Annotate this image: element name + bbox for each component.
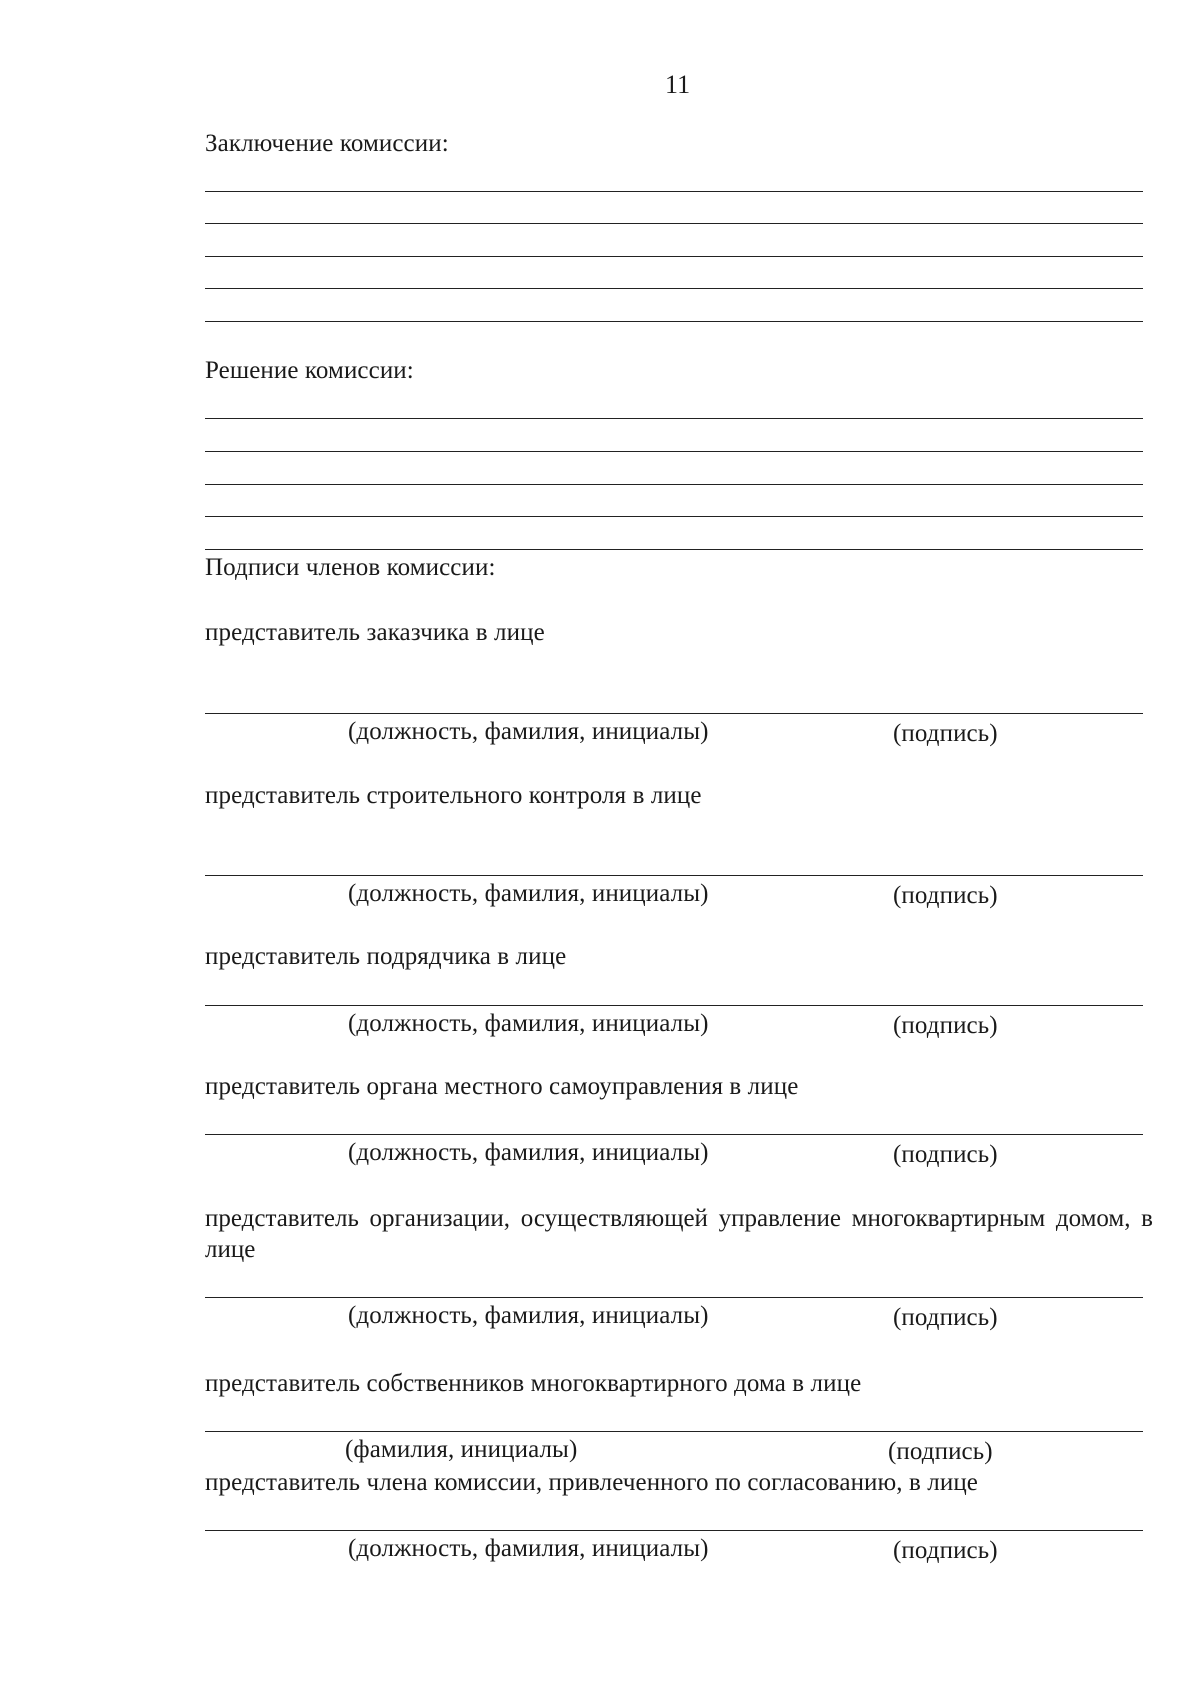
signature-line-local-government[interactable]: [205, 1134, 1143, 1135]
decision-line-1[interactable]: [205, 418, 1143, 419]
decision-line-2[interactable]: [205, 451, 1143, 452]
name-caption-contractor: (должность, фамилия, инициалы): [348, 1010, 709, 1037]
page-number: 11: [665, 70, 691, 99]
decision-line-5[interactable]: [205, 549, 1143, 550]
signature-label-invited-member: представитель члена комиссии, привлеченного по согласованию, в лице: [205, 1469, 978, 1496]
conclusion-line-5[interactable]: [205, 321, 1143, 322]
signature-line-owners[interactable]: [205, 1431, 1143, 1432]
decision-line-4[interactable]: [205, 516, 1143, 517]
sign-caption-invited-member: (подпись): [893, 1537, 998, 1564]
conclusion-line-2[interactable]: [205, 223, 1143, 224]
name-caption-management-organization: (должность, фамилия, инициалы): [348, 1302, 709, 1329]
signature-line-contractor[interactable]: [205, 1005, 1143, 1006]
signature-label-management-organization: представитель организации, осуществляющей управление многоквартирным домом, в лице: [205, 1205, 1153, 1263]
signature-line-management-organization[interactable]: [205, 1297, 1143, 1298]
conclusion-line-3[interactable]: [205, 256, 1143, 257]
sign-caption-construction-control: (подпись): [893, 882, 998, 909]
conclusion-line-4[interactable]: [205, 288, 1143, 289]
signature-label-owners: представитель собственников многоквартирного дома в лице: [205, 1370, 862, 1397]
signature-line-customer[interactable]: [205, 713, 1143, 714]
sign-caption-customer: (подпись): [893, 720, 998, 747]
decision-heading: Решение комиссии:: [205, 357, 414, 384]
signatures-heading: Подписи членов комиссии:: [205, 554, 496, 581]
signature-label-contractor: представитель подрядчика в лице: [205, 943, 567, 970]
name-caption-invited-member: (должность, фамилия, инициалы): [348, 1535, 709, 1562]
name-caption-customer: (должность, фамилия, инициалы): [348, 718, 709, 745]
signature-label-construction-control: представитель строительного контроля в лице: [205, 782, 702, 809]
signature-line-invited-member[interactable]: [205, 1530, 1143, 1531]
sign-caption-management-organization: (подпись): [893, 1304, 998, 1331]
sign-caption-local-government: (подпись): [893, 1141, 998, 1168]
conclusion-line-1[interactable]: [205, 191, 1143, 192]
sign-caption-contractor: (подпись): [893, 1012, 998, 1039]
decision-line-3[interactable]: [205, 484, 1143, 485]
name-caption-owners: (фамилия, инициалы): [345, 1436, 578, 1463]
signature-line-construction-control[interactable]: [205, 875, 1143, 876]
signature-label-local-government: представитель органа местного самоуправления в лице: [205, 1073, 799, 1100]
conclusion-heading: Заключение комиссии:: [205, 130, 449, 157]
name-caption-construction-control: (должность, фамилия, инициалы): [348, 880, 709, 907]
signature-label-customer: представитель заказчика в лице: [205, 619, 545, 646]
name-caption-local-government: (должность, фамилия, инициалы): [348, 1139, 709, 1166]
sign-caption-owners: (подпись): [888, 1438, 993, 1465]
